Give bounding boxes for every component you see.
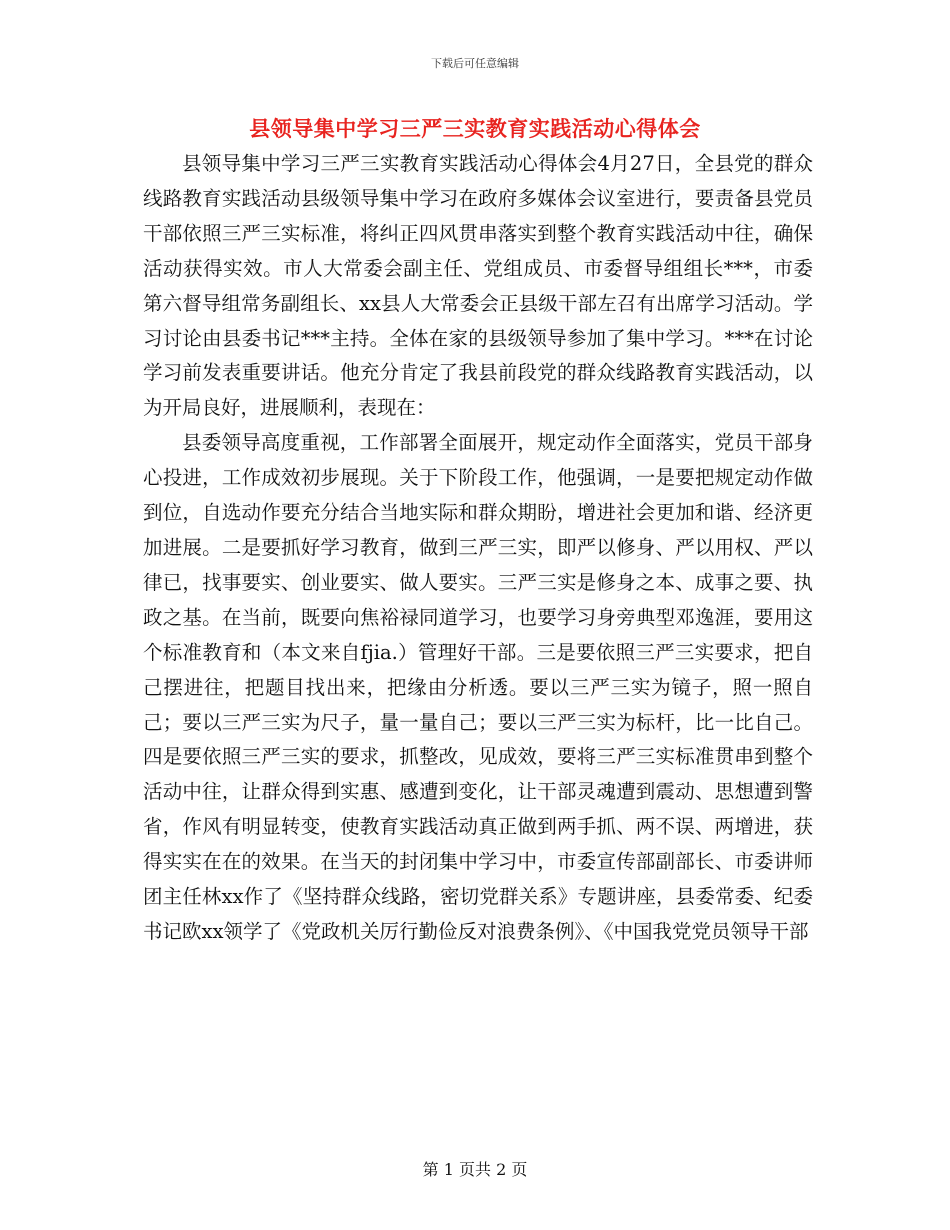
document-body: [143, 147, 813, 950]
body-paragraph: 县领导集中学习三严三实教育实践活动心得体会4月27日，全县党的群众线路教育实践活动县级领导集中学习在政府多媒体会议室进行，要责备县党员干部依照三严三实标准，将纠正四风贯串落实到整个教育实践活动中往，确保活动获得实效。市人大常委会副主任、党组成员、市委督导组组长***，市委第六督导组常务副组长、xx县人大常委会正县级干部左召有出席学习活动。学习讨论由县委书记***主持。全体在家的县级领导参加了集中学习。***在讨论学习前发表重要讲话。他充分肯定了我县前段党的群众线路教育实践活动，以为开局良好，进展顺利，表现在：: [143, 152, 813, 420]
body-paragraph: 县委领导高度重视，工作部署全面展开，规定动作全面落实，党员干部身心投进，工作成效初步展现。关于下阶段工作，他强调，一是要把规定动作做到位，自选动作要充分结合当地实际和群众期盼，增进社会更加和谐、经济更加进展。二是要抓好学习教育，做到三严三实，即严以修身、严以用权、严以律已，找事要实、创业要实、做人要实。三严三实是修身之本、成事之要、执政之基。在当前，既要向焦裕禄同道学习，也要学习身旁典型邓逸涯，要用这个标准教育和（本文来自fjia.）管理好干部。三是要依照三严三实要求，把自己摆进往，把题目找出来，把缘由分析透。要以三严三实为镜子，照一照自己；要以三严三实为尺子，量一量自己；要以三严三实为标杆，比一比自己。四是要依照三严三实的要求，抓整改，见成效，要将三严三实标准贯串到整个活动中往，让群众得到实惠、感遭到变化，让干部灵魂遭到震动、思想遭到警省，作风有明显转变，使教育实践活动真正做到两手抓、两不误、两增进，获得实实在在的效果。在当天的封闭集中学习中，市委宣传部副部长、市委讲师团主任林xx作了《坚持群众线路，密切党群关系》专题讲座，县委常委、纪委书记欧xx领学了《党政机关厉行勤俭反对浪费条例》、《中国我党党员领导干部: [143, 431, 813, 943]
page-number: 第 1 页共 2 页: [422, 1160, 528, 1179]
document-title: 县领导集中学习三严三实教育实践活动心得体会: [249, 116, 701, 141]
page-header-note: 下载后可任意编辑: [431, 57, 519, 70]
